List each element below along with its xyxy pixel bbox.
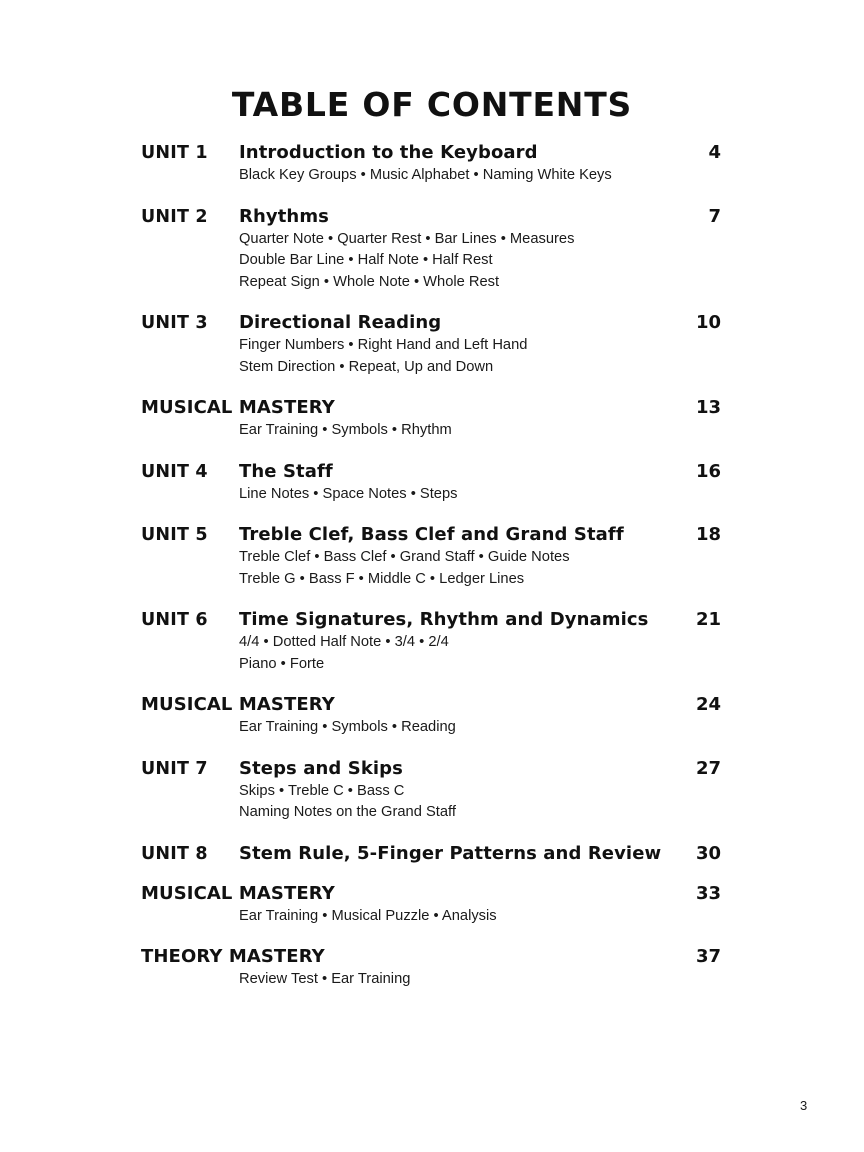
toc-subtopic-line: Ear Training • Musical Puzzle • Analysis [239, 907, 497, 924]
toc-subtopic-line: Stem Direction • Repeat, Up and Down [239, 358, 494, 375]
toc-entry-header [141, 142, 721, 163]
toc-page-number[interactable]: 13 [695, 397, 721, 418]
toc-entry[interactable] [141, 461, 721, 506]
toc-subtopic-list [239, 781, 721, 824]
toc-entry[interactable] [141, 694, 721, 739]
toc-entry-title[interactable]: The Staff [239, 460, 333, 482]
toc-entry-header [141, 883, 721, 904]
toc-entry-header [141, 843, 721, 864]
toc-entry[interactable] [141, 883, 721, 928]
toc-subtopic-line: Quarter Note • Quarter Rest • Bar Lines • Measures [239, 230, 575, 247]
toc-entry-title[interactable]: Stem Rule, 5-Finger Patterns and Review [239, 842, 662, 864]
toc-subtopic-list [239, 420, 721, 442]
page-title: TABLE OF CONTENTS [231, 85, 633, 124]
toc-entry-header [141, 312, 721, 333]
toc-entry-header [141, 758, 721, 779]
toc-subtopic-line: Naming Notes on the Grand Staff [239, 804, 456, 820]
toc-subtopic-list [239, 335, 721, 378]
toc-page-number[interactable]: 7 [708, 205, 721, 227]
toc-entry-header [141, 524, 721, 545]
toc-entry-title[interactable]: Treble Clef, Bass Clef and Grand Staff [239, 524, 624, 545]
toc-subtopic-line: Black Key Groups • Music Alphabet • Naming White Keys [239, 167, 612, 183]
toc-subtopic-line: Skips • Treble C • Bass C [239, 782, 405, 799]
page-folio-number: 3 [800, 1098, 808, 1113]
toc-entry[interactable] [141, 142, 721, 187]
toc-entry-title[interactable]: MUSICAL MASTERY [141, 397, 335, 418]
toc-subtopic-line: Ear Training • Symbols • Rhythm [239, 422, 452, 438]
toc-subtopic-list [239, 717, 721, 739]
toc-entry-title[interactable]: MUSICAL MASTERY [141, 882, 335, 904]
toc-page-number[interactable]: 27 [695, 757, 721, 779]
toc-page-number[interactable]: 10 [695, 312, 721, 333]
toc-page-number[interactable]: 21 [695, 609, 721, 630]
toc-entry[interactable] [141, 843, 721, 864]
toc-entry-header [141, 694, 721, 715]
toc-subtopic-list [239, 165, 721, 187]
toc-page-number[interactable]: 16 [695, 460, 721, 482]
toc-entry[interactable] [141, 206, 721, 294]
toc-unit-label: UNIT 5 [141, 525, 208, 545]
toc-subtopic-line: Treble G • Bass F • Middle C • Ledger Lines [239, 570, 525, 587]
toc-entry[interactable] [141, 758, 721, 824]
toc-entry-title[interactable]: MUSICAL MASTERY [141, 694, 335, 715]
toc-subtopic-line: Piano • Forte [239, 655, 325, 672]
toc-subtopic-line: Finger Numbers • Right Hand and Left Hand [239, 337, 528, 353]
toc-subtopic-line: Review Test • Ear Training [239, 971, 411, 987]
toc-unit-label: UNIT 3 [141, 313, 208, 333]
toc-page-number[interactable]: 4 [708, 142, 721, 163]
toc-unit-label: UNIT 6 [141, 610, 208, 630]
toc-subtopic-line: Treble Clef • Bass Clef • Grand Staff • Guide Notes [239, 549, 570, 565]
toc-entry-title[interactable]: Rhythms [239, 205, 329, 227]
toc-entry-header [141, 461, 721, 482]
toc-entry[interactable] [141, 946, 721, 991]
toc-entry-title[interactable]: Steps and Skips [239, 757, 403, 779]
toc-subtopic-list [239, 969, 721, 991]
toc-unit-label: UNIT 7 [141, 758, 208, 779]
toc-subtopic-list [239, 906, 721, 928]
toc-entry[interactable] [141, 312, 721, 378]
toc-subtopic-list [239, 229, 721, 294]
toc-subtopic-line: 4/4 • Dotted Half Note • 3/4 • 2/4 [239, 634, 449, 650]
toc-subtopic-line: Double Bar Line • Half Note • Half Rest [239, 252, 493, 268]
toc-page-number[interactable]: 33 [695, 882, 721, 904]
toc-unit-label: UNIT 1 [141, 143, 208, 163]
toc-entry-header [141, 946, 721, 967]
toc-subtopic-line: Repeat Sign • Whole Note • Whole Rest [239, 273, 500, 290]
toc-entry[interactable] [141, 524, 721, 590]
toc-unit-label: UNIT 8 [141, 843, 208, 864]
toc-page-number[interactable]: 24 [695, 694, 721, 715]
toc-entry-title[interactable]: Time Signatures, Rhythm and Dynamics [239, 609, 649, 630]
toc-unit-label: UNIT 4 [141, 461, 208, 482]
toc-entry[interactable] [141, 397, 721, 442]
toc-subtopic-line: Line Notes • Space Notes • Steps [239, 485, 458, 502]
toc-subtopic-list [239, 632, 721, 675]
toc-entry-list [141, 142, 721, 1010]
toc-page-number[interactable]: 18 [695, 524, 721, 545]
toc-subtopic-list [239, 484, 721, 506]
toc-unit-label: UNIT 2 [141, 206, 208, 227]
toc-entry-title[interactable]: Introduction to the Keyboard [239, 142, 538, 163]
toc-page-number[interactable]: 37 [695, 946, 721, 967]
toc-entry[interactable] [141, 609, 721, 675]
toc-entry-header [141, 609, 721, 630]
toc-subtopic-list [239, 547, 721, 590]
toc-page-number[interactable]: 30 [695, 842, 721, 864]
toc-subtopic-line: Ear Training • Symbols • Reading [239, 719, 456, 735]
toc-entry-header [141, 206, 721, 227]
toc-entry-title[interactable]: Directional Reading [239, 312, 442, 333]
toc-entry-title[interactable]: THEORY MASTERY [141, 946, 325, 967]
toc-entry-header [141, 397, 721, 418]
